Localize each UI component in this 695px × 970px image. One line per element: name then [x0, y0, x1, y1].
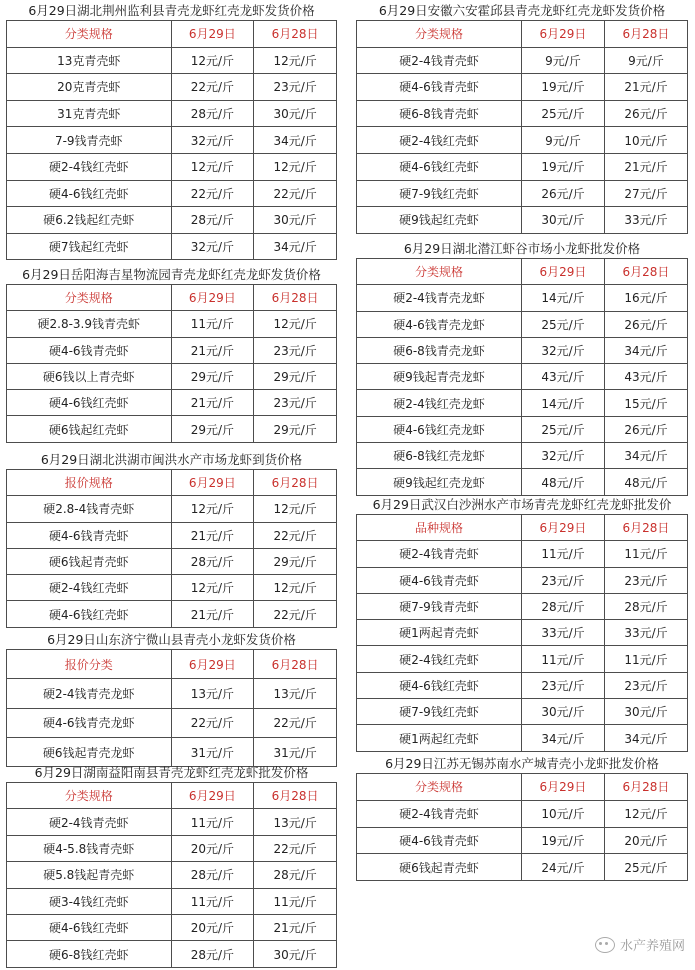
- price-cell: 28元/斤: [604, 593, 687, 619]
- price-cell: 21元/斤: [604, 74, 687, 101]
- price-cell: 20元/斤: [604, 827, 687, 854]
- price-cell: 34元/斤: [604, 725, 687, 751]
- spec-cell: 硬4-6钱青壳虾: [7, 337, 172, 363]
- spec-cell: 硬2-4钱青壳虾: [7, 809, 172, 835]
- header-cell: 分类规格: [357, 21, 522, 48]
- table-row: [357, 469, 688, 495]
- price-cell: 43元/斤: [522, 364, 605, 390]
- price-cell: 20元/斤: [171, 835, 254, 861]
- price-cell: 15元/斤: [604, 390, 687, 416]
- spec-cell: 硬4-6钱红壳虾: [357, 153, 522, 180]
- spec-cell: 硬2-4钱红壳龙虾: [357, 390, 522, 416]
- price-cell: 12元/斤: [171, 153, 254, 180]
- spec-cell: 硬2-4钱青壳龙虾: [357, 285, 522, 311]
- price-cell: 24元/斤: [522, 854, 605, 881]
- spec-cell: 硬2-4钱红壳虾: [7, 575, 172, 601]
- table-title: 6月29日岳阳海吉星物流园青壳龙虾红壳龙虾发货价格: [22, 267, 321, 282]
- table-header-row: [7, 285, 337, 311]
- table-title: 6月29日湖北荆州监利县青壳龙虾红壳龙虾发货价格: [28, 3, 315, 18]
- price-cell: 22元/斤: [254, 601, 337, 627]
- spec-cell: 31克青壳虾: [7, 100, 172, 127]
- price-cell: 28元/斤: [254, 862, 337, 888]
- price-cell: 26元/斤: [522, 180, 605, 207]
- price-table-block: [6, 0, 337, 260]
- price-cell: 30元/斤: [604, 699, 687, 725]
- price-table: [6, 469, 337, 628]
- price-cell: 26元/斤: [604, 416, 687, 442]
- price-cell: 30元/斤: [254, 100, 337, 127]
- table-row: [7, 679, 337, 708]
- table-title: 6月29日湖北洪湖市闽洪水产市场龙虾到货价格: [40, 452, 303, 467]
- spec-cell: 硬4-6钱红壳虾: [7, 914, 172, 940]
- table-row: [357, 364, 688, 390]
- price-cell: 21元/斤: [171, 390, 254, 416]
- spec-cell: 20克青壳虾: [7, 74, 172, 101]
- header-cell: 6月29日: [522, 21, 605, 48]
- table-header-row: [7, 783, 337, 809]
- price-cell: 12元/斤: [254, 47, 337, 74]
- price-cell: 28元/斤: [171, 207, 254, 234]
- table-row: [7, 74, 337, 101]
- header-cell: 6月28日: [604, 774, 687, 801]
- price-table: [6, 649, 337, 767]
- price-cell: 13元/斤: [254, 679, 337, 708]
- price-cell: 11元/斤: [522, 646, 605, 672]
- spec-cell: 硬4-6钱青壳龙虾: [7, 708, 172, 737]
- price-cell: 10元/斤: [522, 800, 605, 827]
- price-cell: 34元/斤: [522, 725, 605, 751]
- table-row: [357, 416, 688, 442]
- wechat-icon: [595, 937, 615, 953]
- table-row: [357, 311, 688, 337]
- price-cell: 13元/斤: [171, 679, 254, 708]
- price-table: [356, 20, 688, 234]
- table-header-row: [357, 774, 688, 801]
- header-cell: 分类规格: [7, 21, 172, 48]
- table-row: [357, 646, 688, 672]
- spec-cell: 硬7-9钱红壳虾: [357, 180, 522, 207]
- price-cell: 28元/斤: [171, 100, 254, 127]
- spec-cell: 硬4-6钱红壳虾: [7, 390, 172, 416]
- table-row: [7, 809, 337, 835]
- price-cell: 22元/斤: [171, 180, 254, 207]
- header-cell: 6月29日: [522, 515, 605, 541]
- spec-cell: 硬5.8钱起青壳虾: [7, 862, 172, 888]
- table-header-row: [357, 259, 688, 285]
- table-row: [357, 567, 688, 593]
- table-row: [7, 100, 337, 127]
- table-row: [7, 888, 337, 914]
- header-cell: 6月28日: [604, 21, 687, 48]
- table-row: [7, 835, 337, 861]
- price-cell: 29元/斤: [254, 363, 337, 389]
- table-row: [7, 914, 337, 940]
- spec-cell: 硬2-4钱青壳虾: [357, 800, 522, 827]
- header-cell: 分类规格: [357, 259, 522, 285]
- price-cell: 9元/斤: [604, 47, 687, 74]
- watermark-text: 水产养殖网: [619, 939, 685, 954]
- price-cell: 14元/斤: [522, 285, 605, 311]
- spec-cell: 13克青壳虾: [7, 47, 172, 74]
- table-row: [7, 47, 337, 74]
- table-row: [7, 862, 337, 888]
- spec-cell: 硬9钱起红壳虾: [357, 207, 522, 234]
- price-cell: 23元/斤: [254, 74, 337, 101]
- price-cell: 12元/斤: [254, 311, 337, 337]
- table-title: 6月29日江苏无锡苏南水产城青壳小龙虾批发价格: [385, 756, 659, 771]
- spec-cell: 硬1两起青壳虾: [357, 620, 522, 646]
- header-cell: 6月28日: [254, 21, 337, 48]
- table-row: [7, 180, 337, 207]
- price-cell: 16元/斤: [604, 285, 687, 311]
- price-cell: 29元/斤: [171, 416, 254, 442]
- price-cell: 23元/斤: [522, 567, 605, 593]
- price-cell: 22元/斤: [254, 708, 337, 737]
- table-row: [357, 541, 688, 567]
- spec-cell: 硬3-4钱红壳虾: [7, 888, 172, 914]
- price-cell: 20元/斤: [171, 914, 254, 940]
- table-row: [7, 575, 337, 601]
- price-table-block: [356, 0, 688, 234]
- price-cell: 19元/斤: [522, 827, 605, 854]
- price-cell: 43元/斤: [604, 364, 687, 390]
- price-cell: 22元/斤: [254, 180, 337, 207]
- price-table-block: [6, 762, 337, 968]
- price-cell: 12元/斤: [254, 496, 337, 522]
- table-title: 6月29日武汉白沙洲水产市场青壳龙虾红壳龙虾批发价: [372, 497, 672, 512]
- spec-cell: 硬4-6钱青壳虾: [357, 74, 522, 101]
- watermark: [595, 935, 685, 954]
- table-row: [357, 207, 688, 234]
- header-cell: 6月29日: [522, 774, 605, 801]
- price-cell: 28元/斤: [171, 941, 254, 967]
- header-cell: 报价分类: [7, 650, 172, 679]
- price-cell: 21元/斤: [604, 153, 687, 180]
- price-cell: 25元/斤: [522, 416, 605, 442]
- table-row: [7, 207, 337, 234]
- header-cell: 6月28日: [254, 783, 337, 809]
- table-row: [7, 522, 337, 548]
- header-cell: 报价规格: [7, 470, 172, 496]
- table-row: [357, 127, 688, 154]
- price-table-block: [356, 494, 688, 752]
- table-row: [357, 337, 688, 363]
- price-cell: 25元/斤: [522, 311, 605, 337]
- price-cell: 11元/斤: [254, 888, 337, 914]
- price-cell: 34元/斤: [604, 337, 687, 363]
- price-cell: 9元/斤: [522, 127, 605, 154]
- price-cell: 31元/斤: [254, 737, 337, 766]
- price-cell: 22元/斤: [254, 835, 337, 861]
- table-header-row: [357, 21, 688, 48]
- table-row: [357, 593, 688, 619]
- price-cell: 30元/斤: [522, 699, 605, 725]
- header-cell: 分类规格: [7, 285, 172, 311]
- header-cell: 6月28日: [604, 259, 687, 285]
- table-row: [357, 180, 688, 207]
- spec-cell: 硬2-4钱红壳虾: [357, 127, 522, 154]
- header-cell: 6月29日: [171, 470, 254, 496]
- spec-cell: 硬4-6钱青壳虾: [357, 827, 522, 854]
- spec-cell: 硬7钱起红壳虾: [7, 233, 172, 260]
- spec-cell: 硬4-6钱红壳龙虾: [357, 416, 522, 442]
- price-cell: 23元/斤: [254, 390, 337, 416]
- spec-cell: 硬1两起红壳虾: [357, 725, 522, 751]
- table-row: [7, 233, 337, 260]
- table-row: [357, 100, 688, 127]
- table-row: [7, 416, 337, 442]
- spec-cell: 硬4-6钱红壳虾: [357, 672, 522, 698]
- price-cell: 30元/斤: [254, 207, 337, 234]
- spec-cell: 硬6钱起青壳龙虾: [7, 737, 172, 766]
- price-cell: 29元/斤: [254, 548, 337, 574]
- price-table-block: [356, 238, 688, 496]
- price-cell: 32元/斤: [171, 233, 254, 260]
- table-row: [7, 153, 337, 180]
- price-cell: 11元/斤: [522, 541, 605, 567]
- price-cell: 11元/斤: [604, 541, 687, 567]
- price-cell: 12元/斤: [171, 47, 254, 74]
- spec-cell: 硬6-8钱红壳虾: [7, 941, 172, 967]
- price-cell: 11元/斤: [171, 809, 254, 835]
- price-cell: 12元/斤: [254, 153, 337, 180]
- price-table: [6, 782, 337, 968]
- price-table: [356, 514, 688, 752]
- price-cell: 29元/斤: [171, 363, 254, 389]
- spec-cell: 硬2-4钱青壳虾: [357, 47, 522, 74]
- price-cell: 11元/斤: [171, 311, 254, 337]
- table-row: [357, 827, 688, 854]
- table-row: [357, 285, 688, 311]
- header-cell: 6月28日: [254, 285, 337, 311]
- price-table: [356, 773, 688, 881]
- price-table: [6, 284, 337, 443]
- spec-cell: 硬6钱起青壳虾: [357, 854, 522, 881]
- table-header-row: [7, 650, 337, 679]
- price-cell: 32元/斤: [522, 443, 605, 469]
- price-cell: 22元/斤: [171, 74, 254, 101]
- price-cell: 34元/斤: [254, 127, 337, 154]
- spec-cell: 硬7-9钱红壳虾: [357, 699, 522, 725]
- table-row: [7, 337, 337, 363]
- spec-cell: 硬6-8钱青壳虾: [357, 100, 522, 127]
- table-row: [7, 941, 337, 967]
- table-row: [7, 601, 337, 627]
- table-row: [357, 74, 688, 101]
- price-cell: 23元/斤: [254, 337, 337, 363]
- spec-cell: 硬4-6钱青壳虾: [7, 522, 172, 548]
- price-table-block: [356, 753, 688, 881]
- table-title: 6月29日湖南益阳南县青壳龙虾红壳龙虾批发价格: [34, 765, 309, 780]
- spec-cell: 硬2.8-4钱青壳虾: [7, 496, 172, 522]
- price-cell: 30元/斤: [522, 207, 605, 234]
- price-cell: 28元/斤: [522, 593, 605, 619]
- table-row: [7, 708, 337, 737]
- header-cell: 品种规格: [357, 515, 522, 541]
- table-row: [357, 47, 688, 74]
- price-cell: 12元/斤: [171, 496, 254, 522]
- price-cell: 34元/斤: [604, 443, 687, 469]
- table-row: [357, 725, 688, 751]
- price-cell: 19元/斤: [522, 153, 605, 180]
- table-row: [7, 363, 337, 389]
- spec-cell: 硬9钱起红壳龙虾: [357, 469, 522, 495]
- price-cell: 48元/斤: [522, 469, 605, 495]
- price-cell: 22元/斤: [171, 708, 254, 737]
- price-cell: 48元/斤: [604, 469, 687, 495]
- header-cell: 6月29日: [171, 783, 254, 809]
- price-cell: 29元/斤: [254, 416, 337, 442]
- spec-cell: 硬4-6钱红壳虾: [7, 180, 172, 207]
- spec-cell: 硬4-6钱红壳虾: [7, 601, 172, 627]
- price-cell: 25元/斤: [604, 854, 687, 881]
- price-cell: 13元/斤: [254, 809, 337, 835]
- table-title: 6月29日湖北潜江虾谷市场小龙虾批发价格: [403, 241, 641, 256]
- price-cell: 12元/斤: [254, 575, 337, 601]
- price-cell: 21元/斤: [254, 914, 337, 940]
- spec-cell: 硬4-6钱青壳虾: [357, 567, 522, 593]
- header-cell: 分类规格: [357, 774, 522, 801]
- price-cell: 9元/斤: [522, 47, 605, 74]
- price-cell: 11元/斤: [604, 646, 687, 672]
- price-cell: 19元/斤: [522, 74, 605, 101]
- table-row: [7, 496, 337, 522]
- table-title: 6月29日安徽六安霍邱县青壳龙虾红壳龙虾发货价格: [378, 3, 666, 18]
- price-cell: 31元/斤: [171, 737, 254, 766]
- spec-cell: 硬7-9钱青壳虾: [357, 593, 522, 619]
- table-title: 6月29日山东济宁微山县青壳小龙虾发货价格: [47, 632, 296, 647]
- spec-cell: 硬2-4钱红壳虾: [7, 153, 172, 180]
- price-cell: 23元/斤: [604, 672, 687, 698]
- price-cell: 21元/斤: [171, 601, 254, 627]
- spec-cell: 硬6钱起青壳虾: [7, 548, 172, 574]
- table-header-row: [357, 515, 688, 541]
- price-cell: 21元/斤: [171, 522, 254, 548]
- price-cell: 33元/斤: [522, 620, 605, 646]
- price-cell: 26元/斤: [604, 311, 687, 337]
- price-cell: 22元/斤: [254, 522, 337, 548]
- table-row: [357, 390, 688, 416]
- price-cell: 23元/斤: [522, 672, 605, 698]
- table-row: [7, 311, 337, 337]
- spec-cell: 硬4-5.8钱青壳虾: [7, 835, 172, 861]
- header-cell: 6月28日: [254, 650, 337, 679]
- table-row: [7, 548, 337, 574]
- price-table-block: [6, 449, 337, 628]
- table-row: [357, 854, 688, 881]
- header-cell: 6月29日: [171, 650, 254, 679]
- price-cell: 32元/斤: [522, 337, 605, 363]
- price-table: [6, 20, 337, 260]
- spec-cell: 硬4-6钱青壳龙虾: [357, 311, 522, 337]
- header-cell: 6月28日: [604, 515, 687, 541]
- price-cell: 30元/斤: [254, 941, 337, 967]
- spec-cell: 硬6钱起红壳虾: [7, 416, 172, 442]
- spec-cell: 硬6.2钱起红壳虾: [7, 207, 172, 234]
- price-cell: 34元/斤: [254, 233, 337, 260]
- spec-cell: 硬9钱起青壳龙虾: [357, 364, 522, 390]
- price-cell: 12元/斤: [171, 575, 254, 601]
- header-cell: 6月28日: [254, 470, 337, 496]
- price-cell: 33元/斤: [604, 207, 687, 234]
- header-cell: 6月29日: [171, 21, 254, 48]
- spec-cell: 硬6-8钱红壳龙虾: [357, 443, 522, 469]
- price-cell: 32元/斤: [171, 127, 254, 154]
- table-row: [7, 390, 337, 416]
- spec-cell: 硬6-8钱青壳龙虾: [357, 337, 522, 363]
- price-cell: 28元/斤: [171, 548, 254, 574]
- table-row: [357, 800, 688, 827]
- price-cell: 33元/斤: [604, 620, 687, 646]
- price-cell: 11元/斤: [171, 888, 254, 914]
- table-header-row: [7, 470, 337, 496]
- spec-cell: 硬2-4钱青壳虾: [357, 541, 522, 567]
- spec-cell: 硬2-4钱青壳龙虾: [7, 679, 172, 708]
- header-cell: 6月29日: [171, 285, 254, 311]
- price-table-block: [6, 629, 337, 767]
- table-row: [357, 443, 688, 469]
- price-cell: 28元/斤: [171, 862, 254, 888]
- table-row: [7, 127, 337, 154]
- price-cell: 21元/斤: [171, 337, 254, 363]
- price-cell: 27元/斤: [604, 180, 687, 207]
- price-cell: 26元/斤: [604, 100, 687, 127]
- table-row: [357, 699, 688, 725]
- spec-cell: 硬2.8-3.9钱青壳虾: [7, 311, 172, 337]
- price-cell: 12元/斤: [604, 800, 687, 827]
- header-cell: 分类规格: [7, 783, 172, 809]
- spec-cell: 7-9钱青壳虾: [7, 127, 172, 154]
- price-table: [356, 258, 688, 496]
- spec-cell: 硬6钱以上青壳虾: [7, 363, 172, 389]
- price-cell: 14元/斤: [522, 390, 605, 416]
- spec-cell: 硬2-4钱红壳虾: [357, 646, 522, 672]
- price-cell: 25元/斤: [522, 100, 605, 127]
- header-cell: 6月29日: [522, 259, 605, 285]
- price-cell: 23元/斤: [604, 567, 687, 593]
- table-row: [357, 153, 688, 180]
- table-header-row: [7, 21, 337, 48]
- table-row: [357, 620, 688, 646]
- table-row: [357, 672, 688, 698]
- price-cell: 10元/斤: [604, 127, 687, 154]
- price-table-block: [6, 264, 337, 443]
